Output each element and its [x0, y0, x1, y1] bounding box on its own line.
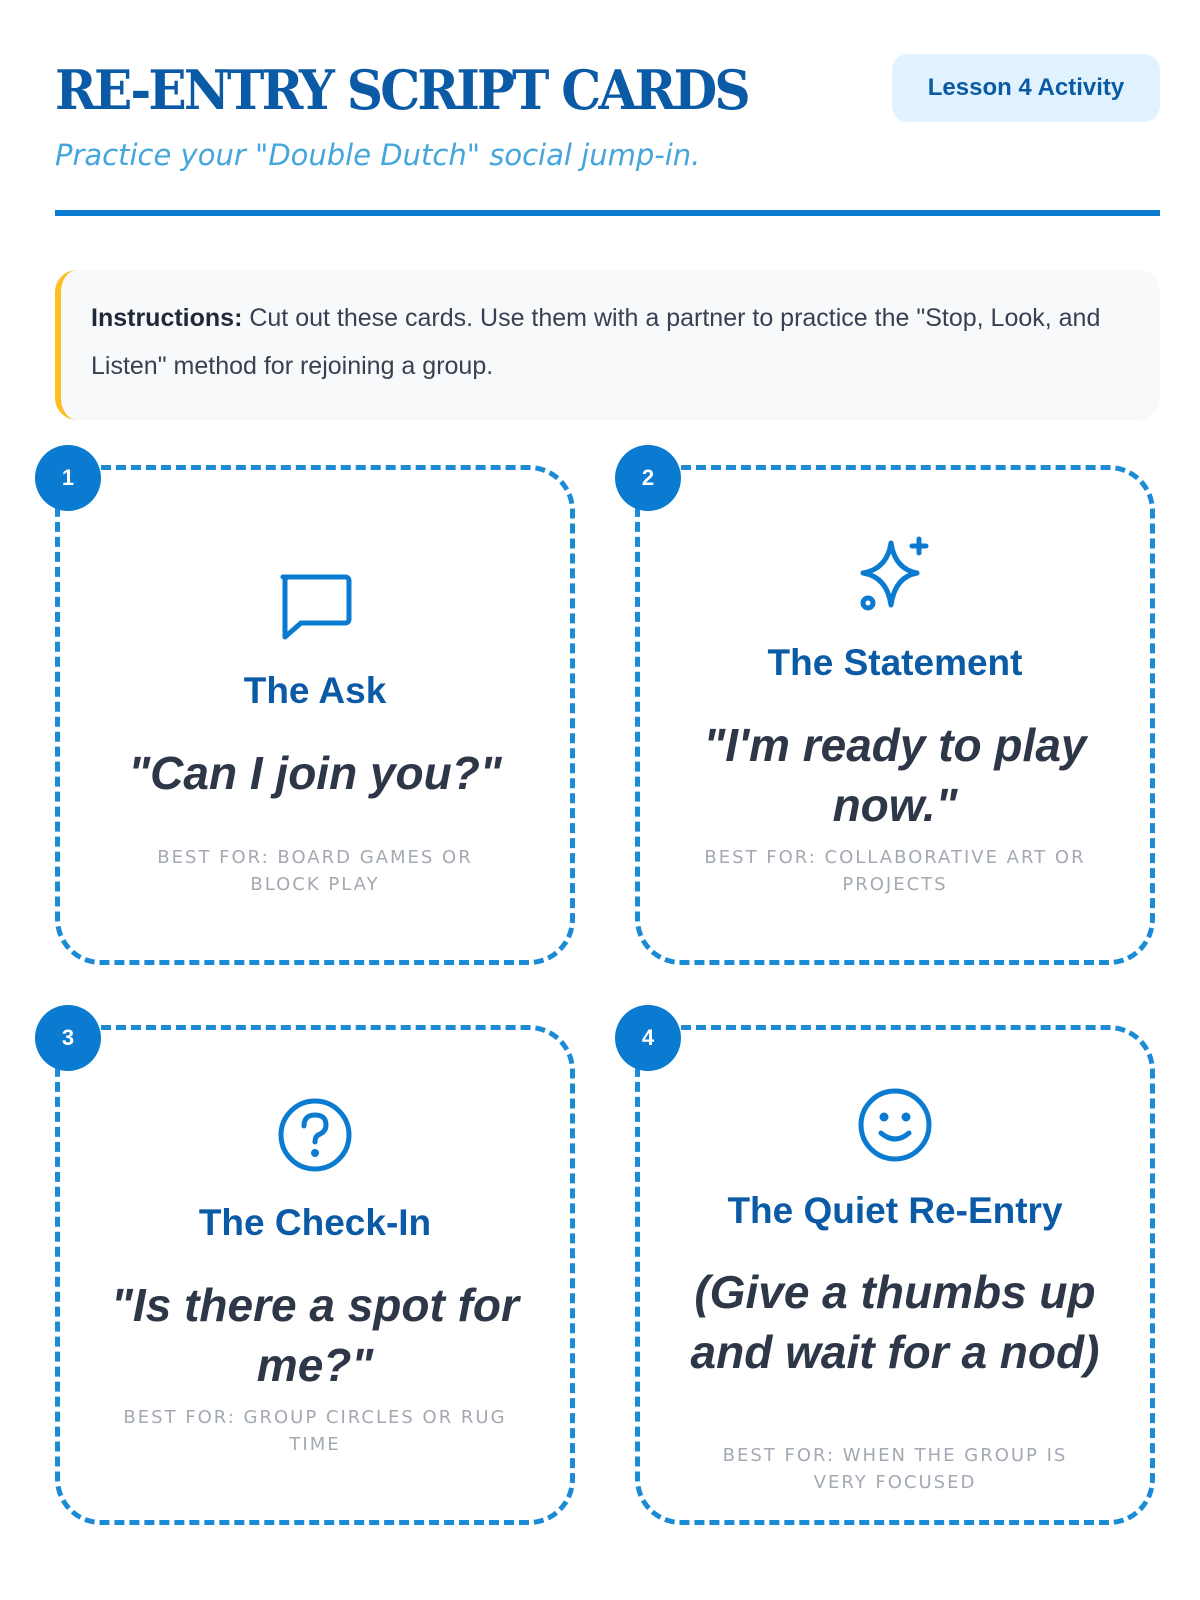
card-best-for: BEST FOR: WHEN THE GROUP IS VERY FOCUSED: [722, 1445, 1068, 1493]
script-card-4: [635, 1025, 1155, 1525]
card-quote: (Give a thumbs up and wait for a nod): [690, 1266, 1100, 1378]
card-number-badge: 4: [615, 1005, 681, 1071]
header-divider: [55, 210, 1160, 216]
sparkle-icon: [855, 535, 935, 615]
card-best-for: BEST FOR: BOARD GAMES OR BLOCK PLAY: [157, 847, 473, 895]
card-quote: "I'm ready to play now.": [703, 719, 1087, 831]
card-title: The Statement: [767, 642, 1023, 683]
smiley-face-icon: [855, 1085, 935, 1165]
script-card-2: [635, 465, 1155, 965]
card-quote: "Is there a spot for me?": [111, 1279, 519, 1391]
header: [55, 50, 1160, 220]
script-card-1: [55, 465, 575, 965]
card-title: The Check-In: [198, 1202, 432, 1243]
worksheet-page: [55, 0, 1160, 1600]
card-quote: "Can I join you?": [128, 747, 502, 799]
card-number-badge: 1: [35, 445, 101, 511]
card-title: The Quiet Re-Entry: [727, 1190, 1063, 1231]
page-title: RE-ENTRY SCRIPT CARDS: [55, 58, 748, 122]
card-best-for: BEST FOR: COLLABORATIVE ART OR PROJECTS: [704, 847, 1086, 895]
card-number-badge: 2: [615, 445, 681, 511]
card-best-for: BEST FOR: GROUP CIRCLES OR RUG TIME: [123, 1407, 507, 1455]
speech-bubble-icon: [275, 565, 355, 645]
instructions-label: Instructions:: [91, 304, 243, 332]
card-number-badge: 3: [35, 1005, 101, 1071]
instructions-box: [55, 270, 1160, 420]
page-subtitle: Practice your "Double Dutch" social jump-in.: [55, 138, 701, 172]
script-card-3: [55, 1025, 575, 1525]
card-title: The Ask: [243, 670, 387, 711]
question-circle-icon: [275, 1095, 355, 1175]
lesson-badge: Lesson 4 Activity: [892, 54, 1160, 122]
instructions-text: Cut out these cards. Use them with a partner to practice the "Stop, Look, and Listen" method for rejoining a group.: [91, 304, 1101, 380]
